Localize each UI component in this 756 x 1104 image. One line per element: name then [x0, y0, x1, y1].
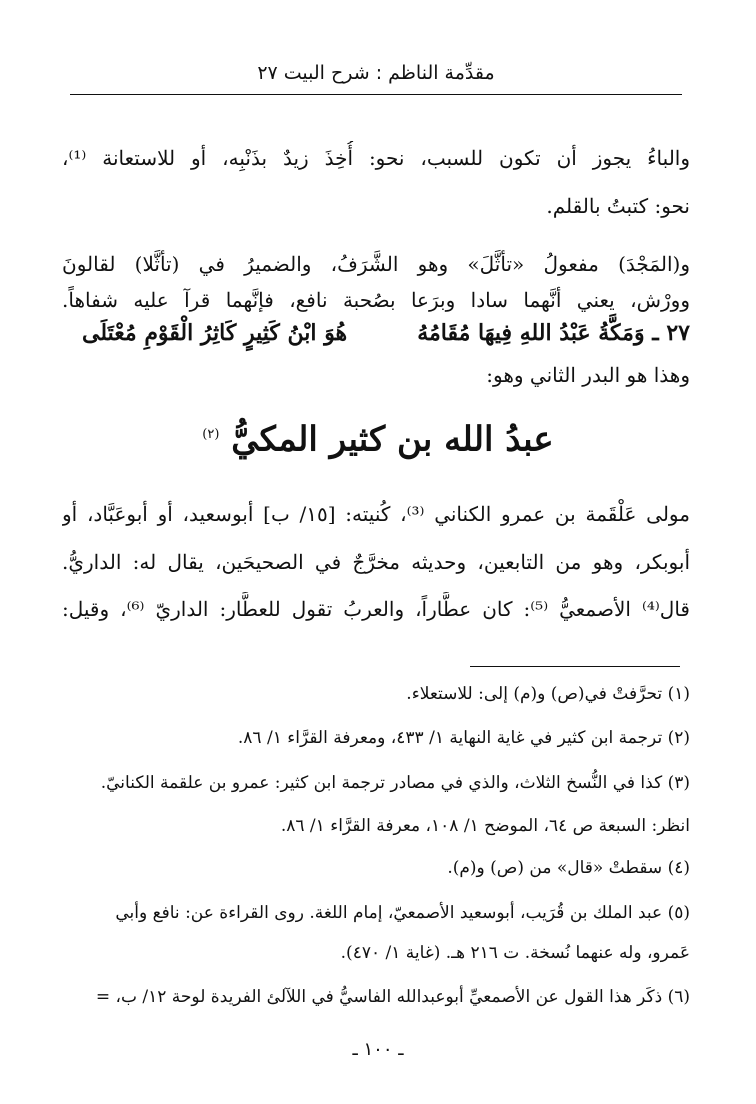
- paragraph-2-line-2: وورْش، يعني أنَّهما سادا وبرَعا بصُحبة نافع، فإنَّهما قرآ عليه شفاهاً.: [62, 288, 690, 312]
- footnote-3-line-1: (٣) كذا في النُّسخ الثلاث، والذي في مصادر ترجمة ابن كثير: عمرو بن علقمة الكنانيّ.: [100, 773, 690, 793]
- section-title-text: عبدُ الله بن كثير المكيُّ: [231, 419, 554, 460]
- footnote-2: (٢) ترجمة ابن كثير في غاية النهاية ١/ ٤٣٣، ومعرفة القرَّاء ١/ ٨٦.: [237, 728, 690, 748]
- footnote-5-line-1: (٥) عبد الملك بن قُرَيب، أبوسعيد الأصمعيّ، إمام اللغة. روى القراءة عن: نافع وأبي: [115, 903, 690, 923]
- verse-27: [62, 313, 690, 353]
- running-header: مقدِّمة الناظم : شرح البيت ٢٧: [257, 62, 495, 84]
- footnote-5-line-2: عَمرو، وله عنهما نُسخة. ت ٢١٦ هـ. (غاية ١/ ٤٧٠).: [340, 943, 690, 963]
- paragraph-4-line-1: مولى عَلْقَمة بن عمرو الكناني ⁽³⁾، كُنيته: [١٥/ ب] أبوسعيد، أو أبوعَبَّاد، أو: [62, 502, 690, 526]
- footnote-3-line-2: انظر: السبعة ص ٦٤، الموضح ١/ ١٠٨، معرفة القرَّاء ١/ ٨٦.: [280, 816, 690, 836]
- paragraph-4-line-3: قال⁽⁴⁾ الأصمعيُّ ⁽⁵⁾: كان عطَّاراً، والعربُ تقول للعطَّار: الداريّ ⁽⁶⁾، وقيل:: [62, 597, 690, 621]
- paragraph-1-line-2: نحو: كتبتُ بالقلم.: [546, 194, 690, 218]
- paragraph-2-line-1: و(المَجْدَ) مفعولُ «تأثَّلَ» وهو الشَّرَفُ، والضميرُ في (تأثَّلا) لقالونَ: [62, 252, 690, 276]
- verse-second-hemistich: هُوَ ابْنُ كَثِيرٍ كَاثِرُ الْقَوْمِ مُعْتَلَى: [82, 320, 348, 346]
- page-number: ـ ١٠٠ ـ: [352, 1039, 404, 1060]
- footnote-rule: [470, 666, 680, 667]
- verse-first-hemistich: ٢٧ ـ وَمَكَّةُ عَبْدُ اللهِ فِيهَا مُقَامُهُ: [417, 320, 690, 346]
- header-rule: [70, 94, 682, 95]
- footnote-6: (٦) ذكَر هذا القول عن الأصمعيِّ أبوعبدالله الفاسيُّ في اللآلئ الفريدة لوحة ١٢/ ب، =: [95, 987, 690, 1007]
- section-title-footnote-ref: (٢): [202, 427, 220, 442]
- footnote-1: (١) تحرَّفتْ في(ص) و(م) إلى: للاستعلاء.: [406, 684, 690, 704]
- paragraph-1-line-1: والباءُ يجوز أن تكون للسبب، نحو: أُخِذَ زيدٌ بذَنْبِه، أو للاستعانة ⁽¹⁾،: [62, 146, 690, 170]
- paragraph-3-line-1: وهذا هو البدر الثاني وهو:: [486, 363, 690, 387]
- paragraph-4-line-2: أبوبكر، وهو من التابعين، وحديثه مخرَّجٌ في الصحيحَين، يقال له: الداريُّ.: [62, 550, 690, 574]
- footnote-4: (٤) سقطتْ «قال» من (ص) و(م).: [447, 858, 690, 878]
- section-title: [0, 405, 756, 465]
